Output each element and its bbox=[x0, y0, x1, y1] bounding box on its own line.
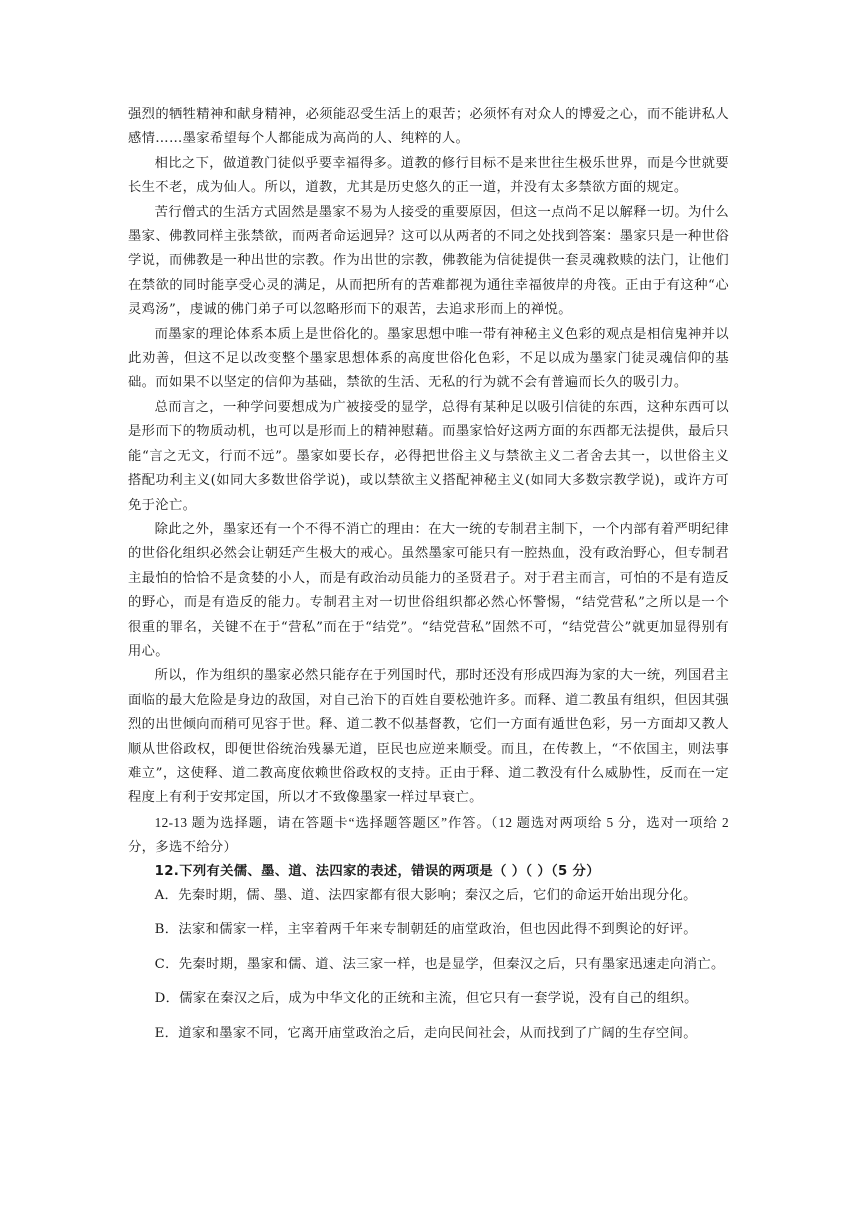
option-a: A．先秦时期，儒、墨、道、法四家都有很大影响；秦汉之后，它们的命运开始出现分化。 bbox=[154, 888, 697, 903]
passage-paragraph-7: 所以，作为组织的墨家必然只能存在于列国时代，那时还没有形成四海为家的大一统，列国君主面临的最大危险是身边的敌国，对自己治下的百姓自要松弛许多。而释、道二教虽有组织，但因其强烈的出世倾向而稍可见容于世。释、道二教不似基督教，它们一方面有遁世色彩，另一方面却又教人顺从世俗政权，即便世俗统治残暴无道，臣民也应逆来顺受。而且，在传教上，“不依国主，则法事难立”，这使释、道二教高度依赖世俗政权的支持。正由于释、道二教没有什么威胁性，反而在一定程度上有利于安邦定国，所以才不致像墨家一样过早衰亡。 bbox=[128, 668, 729, 806]
passage-paragraph-1: 强烈的牺牲精神和献身精神，必须能忍受生活上的艰苦；必须怀有对众人的博爱之心，而不能讲私人感情……墨家希望每个人都能成为高尚的人、纯粹的人。 bbox=[128, 107, 729, 147]
passage-paragraph-5: 总而言之，一种学问要想成为广被接受的显学，总得有某种足以吸引信徒的东西，这种东西可以是形而下的物质动机，也可以是形而上的精神慰藉。而墨家恰好这两方面的东西都无法提供，最后只能“言之无文，行而不远”。墨家如要长存，必得把世俗主义与禁欲主义二者舍去其一，以世俗主义搭配功利主义(如同大多数世俗学说)，或以禁欲主义搭配神秘主义(如同大多数宗教学说)，或许方可免于沦亡。 bbox=[128, 399, 729, 513]
passage-paragraph-3: 苦行僧式的生活方式固然是墨家不易为人接受的重要原因，但这一点尚不足以解释一切。为什么墨家、佛教同样主张禁欲，而两者命运迥异？这可以从两者的不同之处找到答案：墨家只是一种世俗学说，而佛教是一种出世的宗教。作为出世的宗教，佛教能为信徒提供一套灵魂救赎的法门，让他们在禁欲的同时能享受心灵的满足，从而把所有的苦难都视为通往幸福彼岸的舟筏。正由于有这种“心灵鸡汤”，虔诚的佛门弟子可以忽略形而下的艰苦，去追求形而上的禅悦。 bbox=[128, 204, 729, 318]
option-c: C．先秦时期，墨家和儒、道、法三家一样，也是显学，但秦汉之后，只有墨家迅速走向消亡。 bbox=[154, 956, 725, 972]
option-b: B．法家和儒家一样，主宰着两千年来专制朝廷的庙堂政治，但也因此得不到舆论的好评。 bbox=[154, 922, 697, 938]
exam-page bbox=[128, 103, 729, 1046]
option-d: D．儒家在秦汉之后，成为中华文化的正统和主流，但它只有一套学说，没有自己的组织。 bbox=[154, 991, 698, 1007]
passage-paragraph-2: 相比之下，做道教门徒似乎要幸福得多。道教的修行目标不是来世往生极乐世界，而是今世就要长生不老，成为仙人。所以，道教，尤其是历史悠久的正一道，并没有太多禁欲方面的规定。 bbox=[128, 155, 729, 196]
answer-instruction: 12-13 题为选择题，请在答题卡“选择题答题区”作答。（12 题选对两项给 5 分，选对一项给 2 分，多选不给分） bbox=[128, 814, 729, 855]
passage-paragraph-6: 除此之外，墨家还有一个不得不消亡的理由：在大一统的专制君主制下，一个内部有着严明纪律的世俗化组织必然会让朝廷产生极大的戒心。虽然墨家可能只有一腔热血，没有政治野心，但专制君主最怕的恰恰不是贪婪的小人，而是有政治动员能力的圣贤君子。对于君主而言，可怕的不是有造反的野心，而是有造反的能力。专制君主对一切世俗组织都必然心怀警惕，“结党营私”之所以是一个很重的罪名，关键不在于“营私”而在于“结党”。“结党营私”固然不可，“结党营公”就更加显得别有用心。 bbox=[128, 521, 729, 659]
question-12-title: 12.下列有关儒、墨、道、法四家的表述，错误的两项是（ ）（ ）（5 分） bbox=[154, 863, 600, 879]
option-e: E．道家和墨家不同，它离开庙堂政治之后，走向民间社会，从而找到了广阔的生存空间。 bbox=[154, 1025, 697, 1041]
passage-paragraph-4: 而墨家的理论体系本质上是世俗化的。墨家思想中唯一带有神秘主义色彩的观点是相信鬼神并以此劝善，但这不足以改变整个墨家思想体系的高度世俗化色彩，不足以成为墨家门徒灵魂信仰的基础。而如果不以坚定的信仰为基础，禁欲的生活、无私的行为就不会有普遍而长久的吸引力。 bbox=[128, 326, 729, 391]
